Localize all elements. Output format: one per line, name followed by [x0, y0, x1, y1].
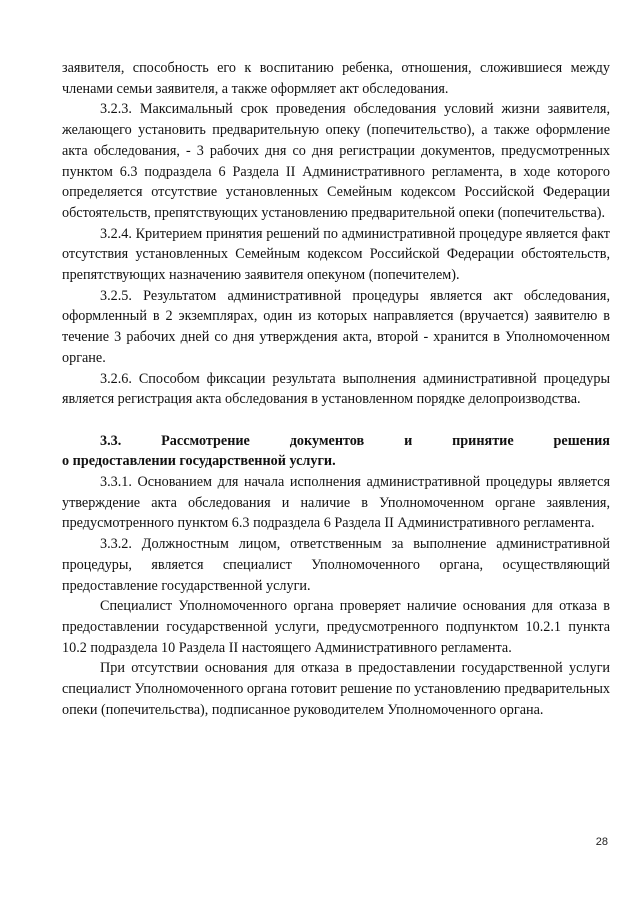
- page-number: 28: [595, 836, 608, 848]
- heading-line-1: [62, 431, 610, 452]
- paragraph-decision: При отсутствии основания для отказа в предоставлении государственной услуги специалист Уполномоченного органа готовит решение по установлению предварительных опеки (попечительства), подписанное руководителем Уполномоченного органа.: [62, 660, 610, 718]
- heading-word: документов: [289, 432, 365, 449]
- section-heading-3-3: [62, 431, 610, 472]
- paragraph-3-2-5: 3.2.5. Результатом административной процедуры является акт обследования, оформленный в 2 экземплярах, один из которых направляется (вручается) заявителю в течение 3 рабочих дней со дня утверждения акта, второй - хранится в Уполномоченном органе.: [62, 287, 610, 366]
- heading-word: принятие: [452, 432, 514, 449]
- paragraph-specialist-check: Специалист Уполномоченного органа проверяет наличие основания для отказа в предоставлении государственной услуги, предусмотренного подпунктом 10.2.1 пункта 10.2 подраздела 10 Раздела II настоящего Административного регламента.: [62, 598, 610, 656]
- document-page: [62, 58, 610, 720]
- paragraph-3-3-1: 3.3.1. Основанием для начала исполнения административной процедуры является утверждение акта обследования и наличие в Уполномоченном органе заявления, предусмотренного пунктом 6.3 подраздела 6 Раздела II Административного регламента.: [62, 474, 610, 532]
- heading-word: и: [404, 432, 413, 449]
- paragraph-3-3-2: 3.3.2. Должностным лицом, ответственным за выполнение административной процедуры, является специалист Уполномоченного органа, осуществляющий предоставление государственной услуги.: [62, 536, 610, 594]
- heading-line-2: о предоставлении государственной услуги.: [62, 453, 336, 470]
- paragraph-3-2-3: 3.2.3. Максимальный срок проведения обследования условий жизни заявителя, желающего установить предварительную опеку (попечительство), а также оформление акта обследования, - 3 рабочих дня со дня регистрации документов, предусмотренных пунктом 6.3 подраздела 6 Раздела II Административного регламента, в ходе которого определяется отсутствие установленных Семейным кодексом Российской Федерации обстоятельств, препятствующих установлению предварительной опеки (попечительства).: [62, 101, 610, 221]
- paragraph-3-2-6: 3.2.6. Способом фиксации результата выполнения административной процедуры является регистрация акта обследования в установленном порядке делопроизводства.: [62, 370, 610, 408]
- paragraph-3-2-4: 3.2.4. Критерием принятия решений по административной процедуре является факт отсутствия установленных Семейным кодексом Российской Федерации обстоятельств, препятствующих назначению заявителя опекуном (попечителем).: [62, 225, 610, 284]
- heading-word: решения: [553, 432, 610, 449]
- heading-word: Рассмотрение: [161, 432, 250, 449]
- heading-word: 3.3.: [100, 432, 122, 449]
- paragraph-continuation: заявителя, способность его к воспитанию ребенка, отношения, сложившиеся между членами семьи заявителя, а также оформляет акт обследования.: [62, 60, 610, 97]
